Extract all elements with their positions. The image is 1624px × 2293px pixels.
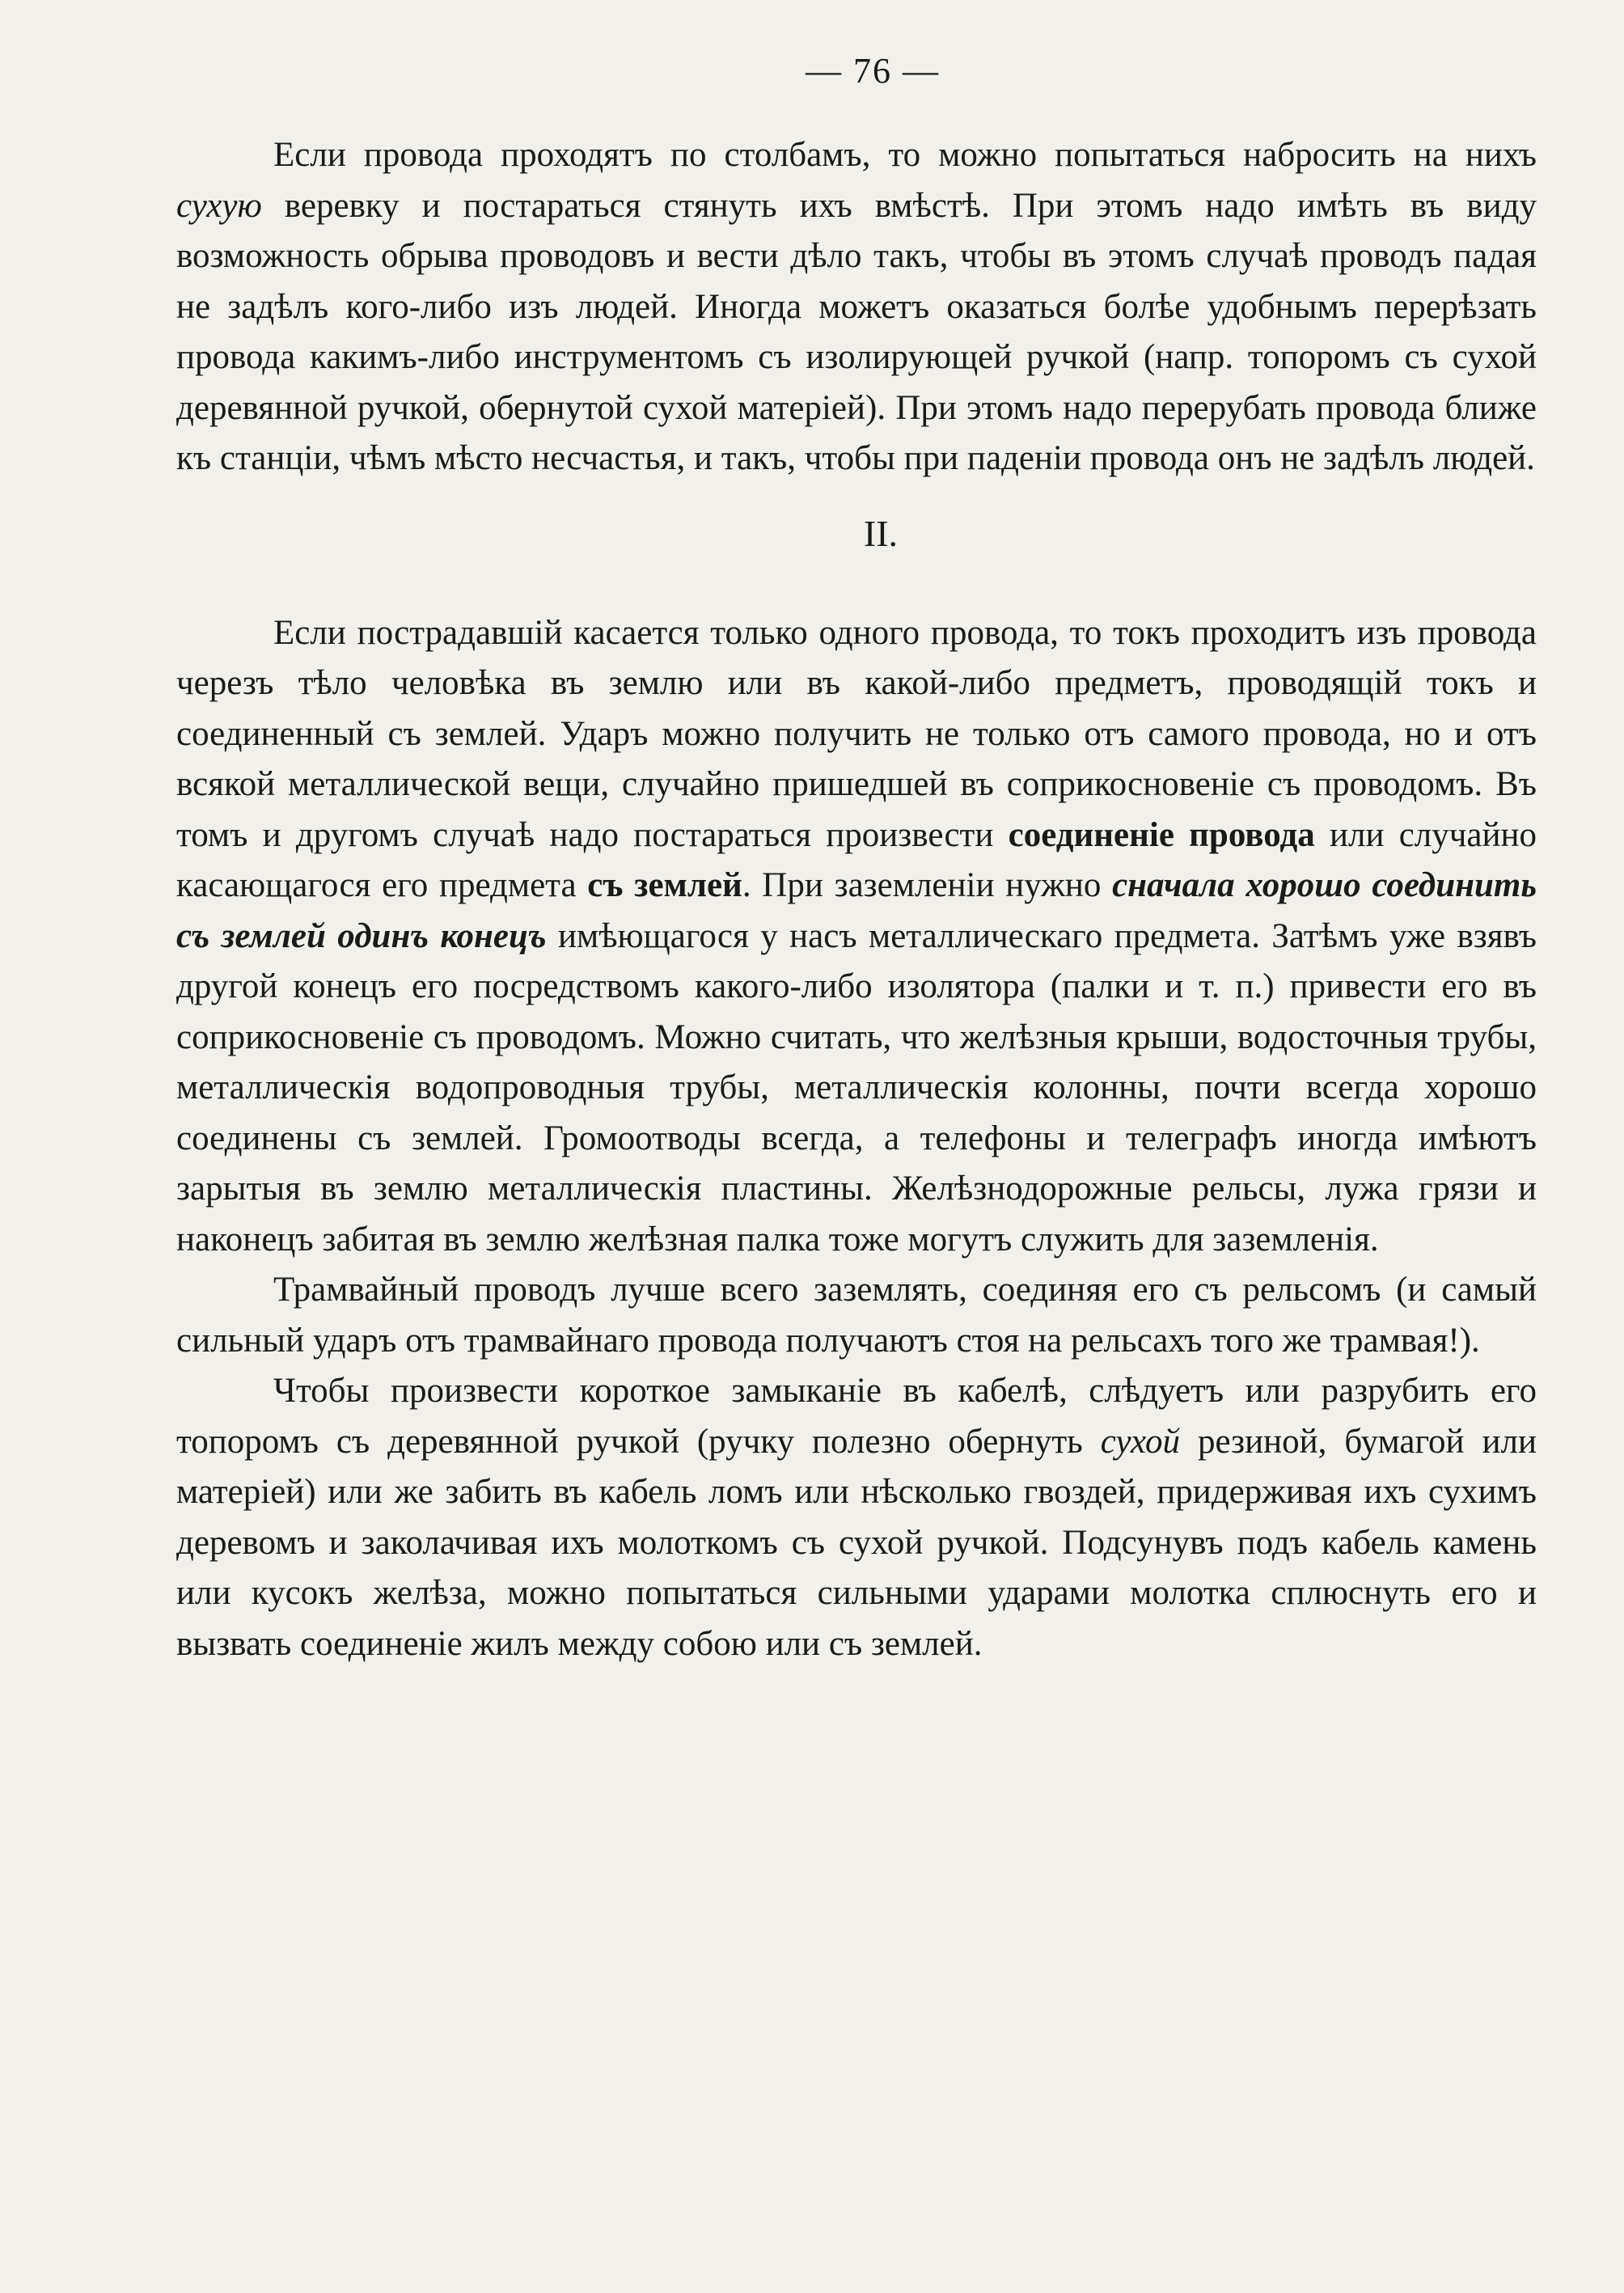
paragraph-2-text-4: имѣющагося у насъ металлическаго предмета. Затѣмъ уже взявъ другой конецъ его посредствомъ какого-либо изолятора (палки и т. п.) привести его въ соприкосновеніе съ проводомъ. Можно считать, что желѣзныя крыши, водосточныя трубы, металлическія водопроводныя трубы, металлическія колонны, почти всегда хорошо соединены съ землей. Громоотводы всегда, а телефоны и телеграфъ иногда имѣютъ зарытыя въ землю металлическія пластины. Желѣзнодорожные рельсы, лужа грязи и наконецъ забитая въ землю желѣзная палка тоже могутъ служить для заземленія. bbox=[176, 916, 1537, 1259]
paragraph-4 bbox=[176, 1366, 1537, 1669]
paragraph-3: Трамвайный проводъ лучше всего заземлять, соединяя его съ рельсомъ (и самый сильный ударъ отъ трамвайнаго провода получаютъ стоя на рельсахъ того же трамвая!). bbox=[176, 1271, 1537, 1360]
paragraph-1 bbox=[176, 130, 1537, 484]
section-title: II. bbox=[863, 512, 899, 554]
paragraph-4-text-1: Чтобы произвести короткое замыканіе въ кабелѣ, слѣдуетъ или разрубить его топоромъ съ деревянной ручкой (ручку полезно обернуть bbox=[176, 1372, 1537, 1461]
page-number: — 76 — bbox=[806, 51, 940, 91]
paragraph-4-text-2: резиной, бумагой или матеріей) или же забить въ кабель ломъ или нѣсколько гвоздей, придерживая ихъ сухимъ деревомъ и заколачивая ихъ молоткомъ съ сухой ручкой. Подсунувъ подъ кабель камень или кусокъ желѣза, можно попытаться сильными ударами молотка сплюснуть его и вызвать соединеніе жилъ между собою или съ землей. bbox=[176, 1422, 1537, 1663]
paragraph-2-text-3: . При заземленіи нужно bbox=[742, 866, 1113, 904]
paragraph-2-text-1: Если пострадавшій касается только одного провода, то токъ проходитъ изъ провода черезъ тѣло человѣка въ землю или въ какой-либо предметъ, проводящій токъ и соединенный съ землей. Ударъ можно получить не только отъ самого провода, но и отъ всякой металлической вещи, случайно пришедшей въ соприкосновеніе съ проводомъ. Въ томъ и другомъ случаѣ надо постараться произвести bbox=[176, 613, 1537, 854]
paragraph-2-bold-1: соединеніе провода bbox=[1008, 815, 1315, 854]
paragraph-1-emphasis: сухую bbox=[176, 186, 262, 225]
paragraph-2-text-2: или случайно касающагося его предмета bbox=[176, 815, 1537, 904]
paragraph-1-text-1: Если провода проходятъ по столбамъ, то можно попытаться набросить на нихъ bbox=[273, 136, 1537, 174]
paragraph-4-emphasis: сухой bbox=[1100, 1422, 1181, 1461]
paragraph-1-text-2: веревку и постараться стянуть ихъ вмѣстѣ. При этомъ надо имѣть въ виду возможность обрыва проводовъ и вести дѣло такъ, чтобы въ этомъ случаѣ проводъ падая не задѣлъ кого-либо изъ людей. Иногда можетъ оказаться болѣе удобнымъ перерѣзать провода какимъ-либо инструментомъ съ изолирующей ручкой (напр. топоромъ съ сухой деревянной ручкой, обернутой сухой матеріей). При этомъ надо перерубать провода ближе къ станціи, чѣмъ мѣсто несчастья, и такъ, чтобы при паденіи провода онъ не задѣлъ людей. bbox=[176, 186, 1537, 477]
paragraph-2 bbox=[176, 608, 1537, 1266]
paragraph-2-bold-italic: сначала хорошо соединить съ землей одинъ конецъ bbox=[176, 866, 1537, 955]
paragraph-2-bold-2: съ землей bbox=[587, 866, 742, 904]
